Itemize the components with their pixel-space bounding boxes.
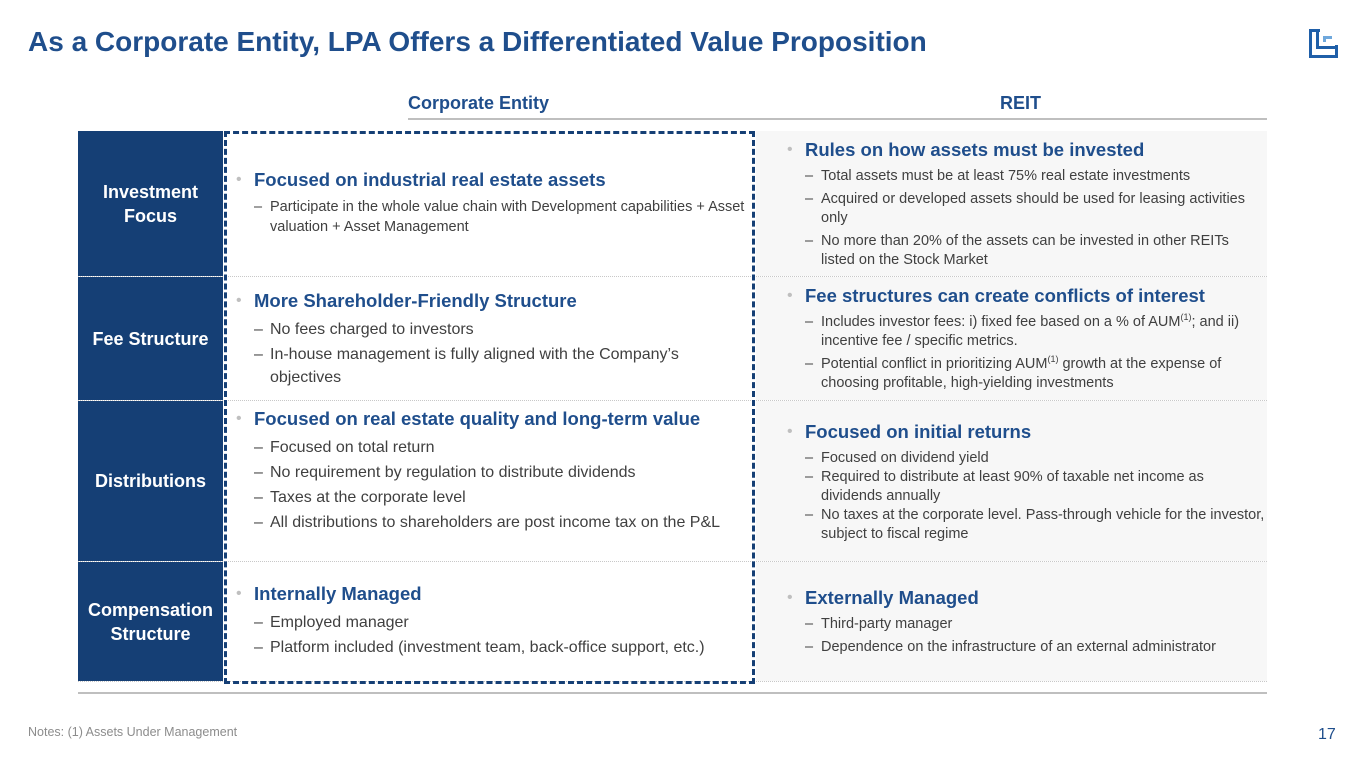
corporate-heading: • Focused on industrial real estate assets bbox=[236, 169, 748, 191]
reit-heading: • Focused on initial returns bbox=[787, 421, 1265, 443]
reit-bullet: – Dependence on the infrastructure of an external administrator bbox=[787, 638, 1265, 657]
corporate-cell bbox=[236, 583, 748, 661]
corporate-bullet: – No requirement by regulation to distribute dividends bbox=[236, 461, 748, 484]
row-label: Investment Focus bbox=[78, 131, 223, 276]
reit-heading: • Externally Managed bbox=[787, 587, 1265, 609]
row-label: Distributions bbox=[78, 401, 223, 561]
corporate-bullet: – All distributions to shareholders are post income tax on the P&L bbox=[236, 511, 748, 534]
reit-bullet: – Acquired or developed assets should be used for leasing activities only bbox=[787, 190, 1265, 228]
corporate-heading: • Internally Managed bbox=[236, 583, 748, 605]
reit-cell bbox=[787, 285, 1265, 397]
corporate-bullet: – In-house management is fully aligned with the Company’s objectives bbox=[236, 343, 748, 389]
footnote-marker: (1) bbox=[1047, 354, 1059, 364]
corporate-cell bbox=[236, 290, 748, 391]
reit-cell bbox=[787, 587, 1265, 661]
table-row-distributions bbox=[78, 401, 1267, 562]
reit-cell bbox=[787, 139, 1265, 274]
corporate-bullet: – Participate in the whole value chain with Development capabilities + Asset valuation + Asset Management bbox=[236, 197, 748, 237]
row-label: Fee Structure bbox=[78, 277, 223, 400]
reit-bullet: – Third-party manager bbox=[787, 615, 1265, 634]
table-row-fee-structure bbox=[78, 277, 1267, 401]
footnote-marker: (1) bbox=[1180, 312, 1192, 322]
corporate-bullet: – Focused on total return bbox=[236, 436, 748, 459]
column-header-reit: REIT bbox=[1000, 93, 1042, 113]
column-header-corporate: Corporate Entity bbox=[408, 93, 550, 113]
reit-bullet: – No more than 20% of the assets can be invested in other REITs listed on the Stock Market bbox=[787, 232, 1265, 270]
reit-bullet: – Focused on dividend yield bbox=[787, 449, 1265, 468]
lpa-logo-icon bbox=[1306, 26, 1338, 58]
corporate-cell bbox=[236, 408, 748, 536]
table-row-compensation-structure bbox=[78, 562, 1267, 682]
corporate-heading: • More Shareholder-Friendly Structure bbox=[236, 290, 748, 312]
corporate-heading: • Focused on real estate quality and long-term value bbox=[236, 408, 748, 430]
table-bottom-divider bbox=[78, 692, 1267, 694]
footnote: Notes: (1) Assets Under Management bbox=[28, 725, 238, 739]
corporate-bullet: – Employed manager bbox=[236, 611, 748, 634]
row-label: Compensation Structure bbox=[78, 562, 223, 681]
reit-bullet: – Total assets must be at least 75% real estate investments bbox=[787, 167, 1265, 186]
page-number: 17 bbox=[1318, 726, 1336, 743]
corporate-bullet: – Taxes at the corporate level bbox=[236, 486, 748, 509]
reit-heading: • Rules on how assets must be invested bbox=[787, 139, 1265, 161]
reit-bullet: – Potential conflict in prioritizing AUM$^{(1)}$ growth at the expense of choosing profitable, high-yielding investments bbox=[787, 355, 1265, 393]
reit-bullet: – No taxes at the corporate level. Pass-through vehicle for the investor, subject to fiscal regime bbox=[787, 506, 1265, 544]
reit-bullet: – Includes investor fees: i) fixed fee based on a % of AUM$^{(1)}$; and ii) incentive fee / specific metrics. bbox=[787, 313, 1265, 351]
slide-title: As a Corporate Entity, LPA Offers a Differentiated Value Proposition bbox=[28, 26, 927, 57]
reit-heading: • Fee structures can create conflicts of interest bbox=[787, 285, 1265, 307]
corporate-bullet: – No fees charged to investors bbox=[236, 318, 748, 341]
corporate-bullet: – Platform included (investment team, back-office support, etc.) bbox=[236, 636, 748, 659]
header-divider bbox=[408, 118, 1267, 120]
reit-bullet: – Required to distribute at least 90% of taxable net income as dividends annually bbox=[787, 468, 1265, 506]
table-row-investment-focus bbox=[78, 131, 1267, 277]
reit-cell bbox=[787, 421, 1265, 548]
corporate-cell bbox=[236, 169, 748, 239]
